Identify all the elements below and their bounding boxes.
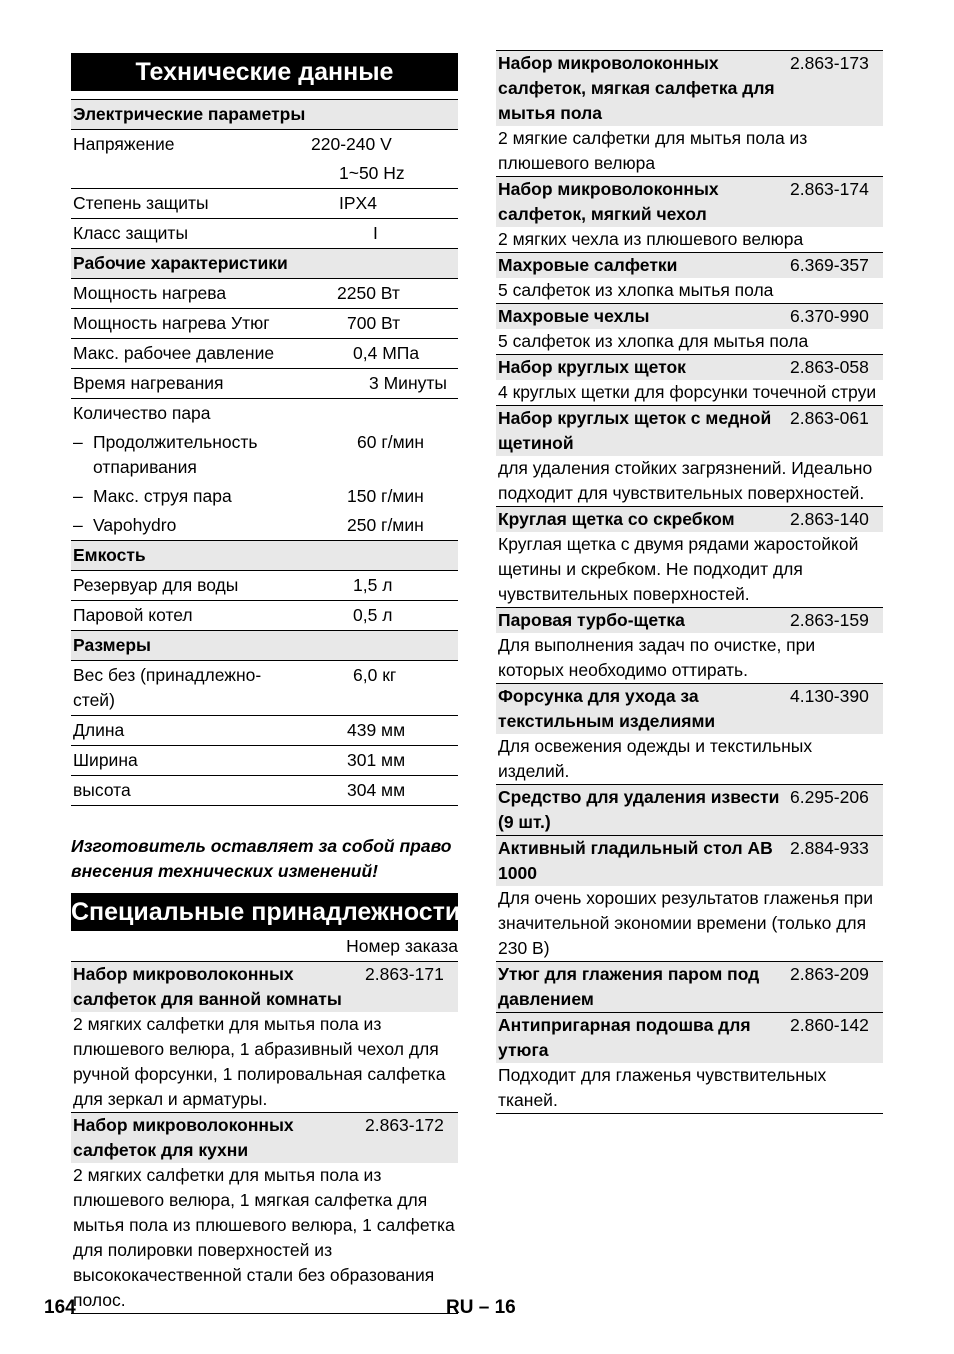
spec-value: 301 мм [347, 750, 406, 770]
tech-data-title: Технические данные [71, 53, 458, 91]
spec-row [71, 715, 458, 745]
spec-label: Мощность нагрева Утюг [73, 313, 270, 333]
accessory-name: Набор круглых щеток с медной щетиной [498, 408, 772, 453]
accessory-item [496, 354, 883, 380]
spec-row [71, 511, 458, 540]
accessory-description: для удаления стойких загрязнений. Идеально подходит для чувствительных поверхностей. [498, 458, 873, 503]
spec-row [71, 570, 458, 600]
accessory-name: Утюг для глажения паром под давлением [498, 964, 760, 1009]
section-operating: Рабочие характеристики [71, 248, 458, 278]
left-column [71, 50, 461, 1314]
spec-value: 0,5 л [353, 605, 393, 625]
page-number: 164 [44, 1297, 76, 1318]
dash: – [73, 486, 83, 506]
spec-value: 6,0 кг [353, 665, 397, 685]
accessory-item [496, 252, 883, 278]
spec-row [71, 398, 458, 428]
spec-value: 250 г/мин [347, 515, 424, 535]
accessory-item [496, 303, 883, 329]
accessory-description: 2 мягких салфетки для мытья пола из плюшевого велюра, 1 абразивный чехол для ручной форсунки, 1 полировальная салфетка для зеркал и арматуры. [73, 1014, 446, 1109]
spec-label: Количество пара [73, 403, 211, 423]
spec-value: 304 мм [347, 780, 406, 800]
spec-value: 150 г/мин [347, 486, 424, 506]
accessory-description: Подходит для глаженья чувствительных тканей. [498, 1065, 827, 1110]
accessory-item [496, 50, 883, 126]
spec-label: Ширина [73, 750, 138, 770]
accessory-name: Средство для удаления извести (9 шт.) [498, 787, 780, 832]
accessory-order-number: 2.863-172 [365, 1115, 444, 1135]
accessory-order-number: 2.884-933 [790, 838, 869, 858]
spec-label: Резервуар для воды [73, 575, 239, 595]
spec-label: Класс защиты [73, 223, 189, 243]
accessory-item [496, 683, 883, 734]
accessory-item [496, 835, 883, 886]
spec-value: 1,5 л [353, 575, 393, 595]
spec-row [71, 368, 458, 398]
accessories-list-left [71, 961, 458, 1314]
spec-label: Паровой котел [73, 605, 193, 625]
accessory-description: 2 мягких салфетки для мытья пола из плюшевого велюра, 1 мягкая салфетка для мытья пола из плюшевого велюра, 1 салфетка для полировки поверхностей из высококачественной стали без образования полос. [73, 1165, 455, 1310]
accessory-item [496, 506, 883, 532]
accessory-description: Круглая щетка с двумя рядами жаростойкой щетины и скребком. Не подходит для чувствительных поверхностей. [498, 534, 859, 604]
dash: – [73, 432, 83, 452]
spec-row [71, 660, 458, 715]
spec-row [71, 308, 458, 338]
spec-value: 1~50 Hz [339, 163, 405, 183]
spec-label: Мощность нагрева [73, 283, 227, 303]
spec-label: Степень защиты [73, 193, 209, 213]
accessory-order-number: 2.863-058 [790, 357, 869, 377]
spec-value: 3 Минуты [369, 373, 447, 393]
accessory-item [496, 1012, 883, 1063]
accessory-item [496, 607, 883, 633]
accessory-item [496, 961, 883, 1012]
section-page-label: RU – 16 [446, 1297, 516, 1318]
accessory-name: Набор круглых щеток [498, 357, 686, 377]
accessory-description: 5 салфеток из хлопка для мытья пола [498, 331, 809, 351]
spec-value: 220-240 V [311, 134, 392, 154]
order-number-label: Номер заказа [346, 936, 458, 956]
accessory-description: Для освежения одежды и текстильных изделий. [498, 736, 813, 781]
accessory-name: Набор микроволоконных салфеток, мягкая салфетка для мытья пола [498, 53, 775, 123]
spec-row [71, 775, 458, 805]
spec-label: Макс. струя пара [93, 486, 232, 506]
accessory-order-number: 4.130-390 [790, 686, 869, 706]
right-column [496, 50, 883, 1114]
spec-label: Вес без (принадлежно-стей) [73, 665, 262, 710]
accessory-description: Для выполнения задач по очистке, при которых необходимо оттирать. [498, 635, 816, 680]
spec-row [71, 482, 458, 511]
spec-row [71, 745, 458, 775]
spec-label: высота [73, 780, 131, 800]
accessory-name: Антипригарная подошва для утюга [498, 1015, 751, 1060]
accessory-name: Набор микроволоконных салфеток для ванной комнаты [73, 964, 342, 1009]
accessory-order-number: 2.863-173 [790, 53, 869, 73]
accessory-item [71, 1112, 458, 1163]
accessories-title: Специальные принадлежности [71, 893, 458, 931]
spec-value: 2250 Вт [337, 283, 400, 303]
section-capacity: Емкость [71, 540, 458, 570]
accessories-list-right [496, 50, 883, 1114]
spec-value: 700 Вт [347, 313, 401, 333]
section-electrical: Электрические параметры [71, 99, 458, 129]
accessory-order-number: 6.369-357 [790, 255, 869, 275]
accessory-item [496, 784, 883, 835]
accessory-item [496, 405, 883, 456]
spec-row [71, 159, 458, 188]
accessory-name: Махровые чехлы [498, 306, 650, 326]
accessory-description: 2 мягкие салфетки для мытья пола из плюшевого велюра [498, 128, 808, 173]
accessory-order-number: 2.863-171 [365, 964, 444, 984]
spec-row [71, 338, 458, 368]
accessory-name: Паровая турбо-щетка [498, 610, 685, 630]
accessory-order-number: 6.370-990 [790, 306, 869, 326]
spec-label: Время нагревания [73, 373, 224, 393]
section-dimensions: Размеры [71, 630, 458, 660]
accessory-order-number: 2.863-140 [790, 509, 869, 529]
spec-label: Продолжительность отпаривания [93, 432, 258, 477]
accessory-order-number: 2.860-142 [790, 1015, 869, 1035]
accessory-item [71, 961, 458, 1012]
accessory-item [496, 176, 883, 227]
spec-row [71, 278, 458, 308]
spec-label: Напряжение [73, 134, 175, 154]
accessory-description: 5 салфеток из хлопка мытья пола [498, 280, 774, 300]
spec-value: 0,4 МПа [353, 343, 420, 363]
spec-value: IPX4 [339, 193, 377, 213]
accessory-order-number: 6.295-206 [790, 787, 869, 807]
accessory-order-number: 2.863-159 [790, 610, 869, 630]
accessory-description: 4 круглых щетки для форсунки точечной струи [498, 382, 877, 402]
spec-row [71, 188, 458, 218]
accessory-description: Для очень хороших результатов глаженья при значительной экономии времени (только для 230 В) [498, 888, 874, 958]
accessory-name: Активный гладильный стол AB 1000 [498, 838, 773, 883]
accessory-name: Форсунка для ухода за текстильным изделиями [498, 686, 716, 731]
accessory-name: Махровые салфетки [498, 255, 678, 275]
spec-row [71, 600, 458, 630]
accessory-name: Набор микроволоконных салфеток для кухни [73, 1115, 294, 1160]
spec-value: I [373, 223, 378, 243]
dash: – [73, 515, 83, 535]
accessory-order-number: 2.863-061 [790, 408, 869, 428]
spec-value: 439 мм [347, 720, 406, 740]
spec-label: Vapohydro [93, 515, 177, 535]
manufacturer-note: Изготовитель оставляет за собой право внесения технических изменений! [71, 836, 452, 881]
spec-value: 60 г/мин [357, 432, 425, 452]
spec-row [71, 428, 458, 482]
accessory-description: 2 мягких чехла из плюшевого велюра [498, 229, 804, 249]
accessory-name: Круглая щетка со скребком [498, 509, 735, 529]
spec-row [71, 218, 458, 248]
accessory-order-number: 2.863-209 [790, 964, 869, 984]
spec-label: Макс. рабочее давление [73, 343, 275, 363]
spec-label: Длина [73, 720, 125, 740]
accessory-name: Набор микроволоконных салфеток, мягкий чехол [498, 179, 719, 224]
accessory-order-number: 2.863-174 [790, 179, 869, 199]
spec-row [71, 129, 458, 159]
